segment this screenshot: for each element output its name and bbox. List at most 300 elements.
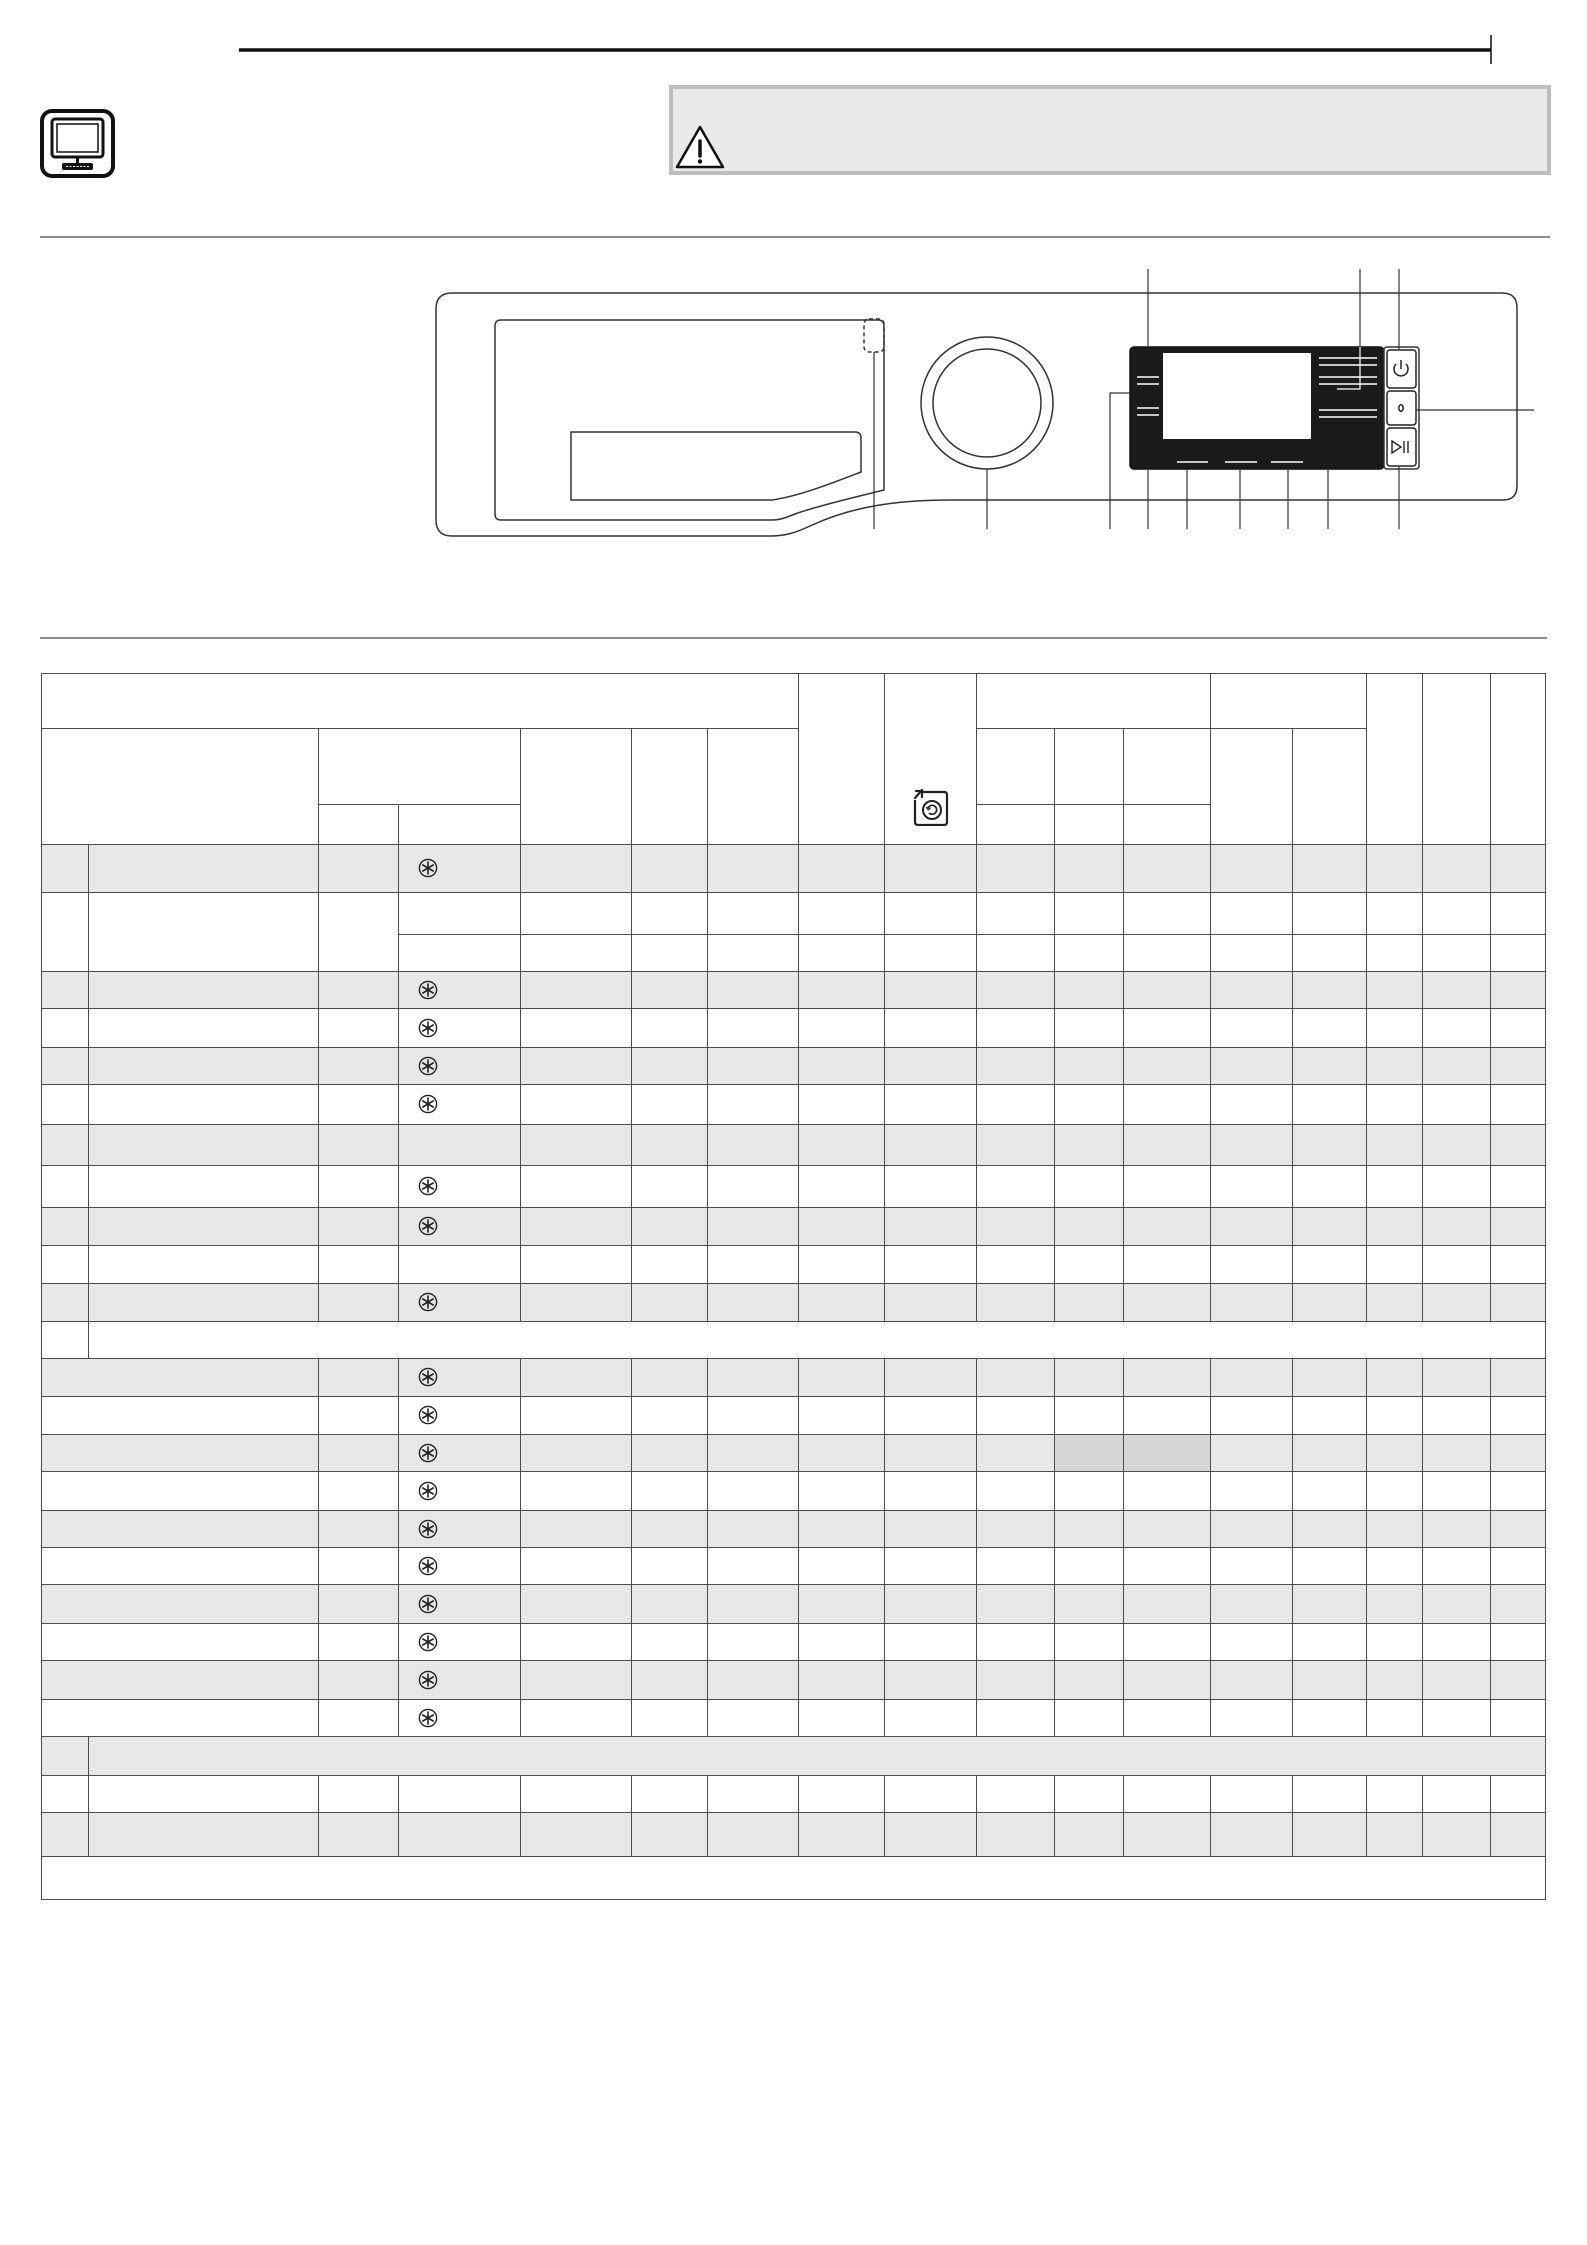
snowflake-icon — [418, 1708, 438, 1728]
display-screen — [1163, 353, 1311, 439]
table-cell — [319, 1124, 399, 1165]
table-cell — [977, 1623, 1055, 1660]
table-header-row — [42, 728, 1546, 804]
table-cell — [632, 1396, 708, 1434]
table-cell — [1124, 1510, 1211, 1547]
table-cell — [885, 1660, 977, 1699]
table-cell — [319, 1472, 399, 1511]
table-cell — [799, 934, 885, 971]
table-cell — [1124, 1124, 1211, 1165]
column-subheader — [977, 804, 1055, 844]
table-cell — [1293, 1246, 1367, 1284]
table-cell — [1124, 1084, 1211, 1124]
table-cell — [1423, 1246, 1491, 1284]
table-cell — [632, 1165, 708, 1207]
table-cell — [708, 1584, 799, 1623]
table-row — [42, 971, 1546, 1008]
table-cell — [977, 934, 1055, 971]
table-cell — [1293, 1699, 1367, 1736]
table-cell — [799, 1812, 885, 1856]
table-cell — [1423, 934, 1491, 971]
table-cell — [885, 1165, 977, 1207]
table-cell — [1211, 1510, 1293, 1547]
table-cell — [1367, 1124, 1423, 1165]
table-cell — [1423, 1124, 1491, 1165]
table-cell — [1491, 1283, 1546, 1321]
table-cell — [1293, 1472, 1367, 1511]
programme-name-cell — [42, 1584, 319, 1623]
table-cell — [1211, 1584, 1293, 1623]
table-cell — [520, 1207, 632, 1246]
table-cell — [1491, 1124, 1546, 1165]
table-cell — [1491, 1207, 1546, 1246]
table-cell — [708, 1008, 799, 1047]
table-cell — [632, 1660, 708, 1699]
table-row — [42, 1584, 1546, 1623]
table-cell — [1293, 934, 1367, 971]
table-cell — [1124, 1008, 1211, 1047]
table-cell — [632, 1775, 708, 1812]
warning-box — [671, 87, 1549, 173]
table-cell — [1211, 1124, 1293, 1165]
programme-name-cell — [89, 1008, 319, 1047]
table-cell — [885, 934, 977, 971]
table-cell — [632, 1246, 708, 1284]
table-cell — [799, 1359, 885, 1397]
table-cell — [708, 1775, 799, 1812]
table-cell — [708, 844, 799, 892]
table-cell — [977, 1165, 1055, 1207]
programme-number-cell — [42, 1047, 89, 1084]
table-cell — [799, 1472, 885, 1511]
table-cell — [1211, 1084, 1293, 1124]
programme-group-header — [42, 674, 799, 729]
table-cell — [799, 1775, 885, 1812]
column-subheader — [1055, 804, 1124, 844]
table-cell — [1367, 1547, 1423, 1584]
temperature-cell — [399, 934, 521, 971]
table-cell — [632, 1008, 708, 1047]
table-cell — [1367, 1623, 1423, 1660]
table-cell — [1367, 1775, 1423, 1812]
table-cell — [1211, 1434, 1293, 1472]
table-cell — [799, 1510, 885, 1547]
table-cell — [632, 1084, 708, 1124]
table-cell — [799, 1396, 885, 1434]
temperature-cell — [399, 1283, 521, 1321]
table-cell — [708, 1246, 799, 1284]
table-cell — [1367, 1084, 1423, 1124]
table-cell — [708, 1359, 799, 1397]
table-row — [42, 1359, 1546, 1397]
snowflake-icon — [418, 1018, 438, 1038]
table-cell — [1367, 1510, 1423, 1547]
table-row — [42, 1008, 1546, 1047]
table-cell — [1055, 844, 1124, 892]
table-cell — [885, 1623, 977, 1660]
table-cell — [1055, 1396, 1124, 1434]
table-cell — [1293, 1510, 1367, 1547]
table-row — [42, 1472, 1546, 1511]
table-cell — [1423, 1660, 1491, 1699]
table-cell — [1055, 1584, 1124, 1623]
table-cell — [1491, 1047, 1546, 1084]
table-cell — [1211, 1246, 1293, 1284]
table-cell — [632, 1547, 708, 1584]
table-cell — [1055, 1047, 1124, 1084]
table-cell — [1293, 971, 1367, 1008]
table-cell — [1367, 844, 1423, 892]
table-cell — [520, 1584, 632, 1623]
table-cell — [319, 1396, 399, 1434]
programme-number-cell — [42, 1165, 89, 1207]
table-cell — [708, 1165, 799, 1207]
temperature-cell — [399, 1165, 521, 1207]
table-cell — [1055, 934, 1124, 971]
table-cell — [1423, 1547, 1491, 1584]
control-panel-drawing — [436, 269, 1534, 536]
column-header — [708, 728, 799, 844]
table-cell — [1423, 1008, 1491, 1047]
table-cell — [632, 1434, 708, 1472]
table-cell — [885, 1359, 977, 1397]
temperature-cell — [399, 1207, 521, 1246]
table-cell — [319, 1699, 399, 1736]
table-header-row — [42, 674, 1546, 729]
table-cell — [1055, 1246, 1124, 1284]
column-header — [1367, 674, 1423, 845]
column-header — [799, 674, 885, 845]
table-cell — [1491, 971, 1546, 1008]
table-cell — [885, 1775, 977, 1812]
table-cell — [799, 844, 885, 892]
programme-number-cell — [42, 1812, 89, 1856]
programme-number-cell — [42, 1008, 89, 1047]
table-cell — [1211, 1812, 1293, 1856]
temperature-cell — [399, 844, 521, 892]
table-cell — [1423, 1812, 1491, 1856]
table-cell — [1124, 1547, 1211, 1584]
table-cell — [1211, 892, 1293, 934]
table-cell — [1055, 1165, 1124, 1207]
table-cell — [1293, 1008, 1367, 1047]
indicator-button — [1387, 391, 1416, 425]
table-cell — [1124, 1246, 1211, 1284]
table-cell — [520, 971, 632, 1008]
temperature-cell — [399, 1124, 521, 1165]
programme-name-cell — [89, 1207, 319, 1246]
table-cell — [1491, 1812, 1546, 1856]
table-row — [42, 1084, 1546, 1124]
drum-clean-icon — [913, 786, 949, 826]
table-cell — [1124, 892, 1211, 934]
table-row — [42, 1623, 1546, 1660]
table-cell — [520, 1124, 632, 1165]
table-cell — [1055, 1008, 1124, 1047]
table-cell — [520, 1434, 632, 1472]
column-header — [885, 674, 977, 845]
table-cell — [799, 1008, 885, 1047]
table-cell — [977, 1246, 1055, 1284]
table-cell — [799, 1084, 885, 1124]
programme-rows — [42, 844, 1546, 1899]
table-cell — [1211, 1207, 1293, 1246]
table-cell — [977, 1359, 1055, 1397]
table-cell — [799, 971, 885, 1008]
table-cell — [708, 1547, 799, 1584]
table-row — [42, 1047, 1546, 1084]
table-cell — [977, 1660, 1055, 1699]
table-cell — [1124, 1584, 1211, 1623]
table-cell — [799, 1246, 885, 1284]
table-cell — [1211, 1165, 1293, 1207]
temperature-cell — [399, 1008, 521, 1047]
table-cell — [520, 934, 632, 971]
table-row — [42, 1434, 1546, 1472]
table-cell — [319, 1008, 399, 1047]
table-cell — [1367, 1396, 1423, 1434]
table-cell — [1124, 1165, 1211, 1207]
table-cell — [799, 1623, 885, 1660]
table-cell — [1055, 1623, 1124, 1660]
table-cell — [708, 892, 799, 934]
table-cell — [1491, 1623, 1546, 1660]
table-cell — [708, 1472, 799, 1511]
table-cell — [1124, 1699, 1211, 1736]
temperature-cell — [399, 1623, 521, 1660]
table-cell — [1211, 934, 1293, 971]
table-cell — [319, 1623, 399, 1660]
section-heading-cell — [89, 1736, 1546, 1775]
table-cell — [977, 1047, 1055, 1084]
programme-number-cell — [42, 1084, 89, 1124]
table-cell — [1211, 1008, 1293, 1047]
temperature-cell — [399, 1396, 521, 1434]
temperature-cell — [399, 1246, 521, 1284]
table-row — [42, 892, 1546, 934]
programme-name-cell — [89, 971, 319, 1008]
table-cell — [1124, 1434, 1211, 1472]
page-graphics — [0, 0, 1587, 660]
table-cell — [1423, 1359, 1491, 1397]
table-cell — [632, 1472, 708, 1511]
table-cell — [1367, 1246, 1423, 1284]
table-cell — [885, 1396, 977, 1434]
table-cell — [319, 1547, 399, 1584]
table-cell — [799, 1434, 885, 1472]
table-cell — [1124, 971, 1211, 1008]
table-cell — [708, 1283, 799, 1321]
table-cell — [1423, 1510, 1491, 1547]
snowflake-icon — [418, 1556, 438, 1576]
table-cell — [1367, 934, 1423, 971]
table-cell — [977, 1434, 1055, 1472]
table-cell — [799, 892, 885, 934]
table-cell — [708, 1207, 799, 1246]
table-cell — [319, 1246, 399, 1284]
table-cell — [1423, 1699, 1491, 1736]
table-cell — [708, 1510, 799, 1547]
table-cell — [1423, 1165, 1491, 1207]
programme-name-cell — [89, 1165, 319, 1207]
table-cell — [1055, 1775, 1124, 1812]
table-cell — [1293, 892, 1367, 934]
table-cell — [1293, 844, 1367, 892]
table-cell — [1423, 1283, 1491, 1321]
table-cell — [632, 1812, 708, 1856]
column-header — [1423, 674, 1491, 845]
table-row — [42, 1856, 1546, 1899]
column-header — [1491, 674, 1546, 845]
table-cell — [977, 1472, 1055, 1511]
table-row — [42, 1283, 1546, 1321]
snowflake-icon — [418, 1594, 438, 1614]
table-cell — [632, 1047, 708, 1084]
table-cell — [632, 971, 708, 1008]
table-cell — [632, 934, 708, 971]
table-cell — [1423, 971, 1491, 1008]
table-cell — [977, 1207, 1055, 1246]
table-cell — [708, 1812, 799, 1856]
programme-dial — [921, 337, 1053, 469]
table-cell — [977, 1584, 1055, 1623]
table-cell — [799, 1699, 885, 1736]
table-row — [42, 1165, 1546, 1207]
table-cell — [1211, 1396, 1293, 1434]
table-row — [42, 1736, 1546, 1775]
temperature-cell — [399, 1510, 521, 1547]
table-cell — [977, 1812, 1055, 1856]
table-cell — [977, 1124, 1055, 1165]
programme-number-cell — [42, 1246, 89, 1284]
table-cell — [520, 892, 632, 934]
programme-name-cell — [42, 1396, 319, 1434]
table-cell — [1211, 1660, 1293, 1699]
table-row — [42, 1246, 1546, 1284]
table-cell — [1423, 1396, 1491, 1434]
temperature-cell — [399, 1547, 521, 1584]
table-cell — [885, 1547, 977, 1584]
programme-number-cell — [42, 1321, 89, 1359]
table-cell — [1423, 1207, 1491, 1246]
table-cell — [1211, 1775, 1293, 1812]
programme-name-cell — [42, 1359, 319, 1397]
table-cell — [1367, 1699, 1423, 1736]
table-cell — [1367, 1584, 1423, 1623]
table-cell — [1055, 971, 1124, 1008]
table-cell — [632, 1359, 708, 1397]
monitor-icon — [42, 111, 113, 176]
column-group-header — [977, 674, 1211, 729]
table-cell — [632, 1283, 708, 1321]
table-cell — [1491, 844, 1546, 892]
table-cell — [1367, 1434, 1423, 1472]
table-cell — [1491, 1008, 1546, 1047]
table-cell — [977, 1547, 1055, 1584]
table-cell — [1491, 892, 1546, 934]
table-cell — [632, 892, 708, 934]
temperature-cell — [399, 1775, 521, 1812]
snowflake-icon — [418, 980, 438, 1000]
programme-name-cell — [89, 892, 319, 971]
table-cell — [520, 1008, 632, 1047]
column-header — [1124, 728, 1211, 804]
table-cell — [885, 971, 977, 1008]
temperature-cell — [399, 1660, 521, 1699]
table-cell — [799, 1584, 885, 1623]
table-cell — [1423, 1047, 1491, 1084]
table-footnote-cell — [42, 1856, 1546, 1899]
table-cell — [1367, 1207, 1423, 1246]
detergent-drawer — [495, 320, 884, 520]
table-cell — [1491, 1359, 1546, 1397]
column-group-header — [319, 728, 521, 804]
table-cell — [319, 1207, 399, 1246]
table-cell — [1491, 934, 1546, 971]
programme-name-cell — [42, 1472, 319, 1511]
table-cell — [319, 1584, 399, 1623]
table-cell — [520, 1699, 632, 1736]
table-row — [42, 844, 1546, 892]
table-row — [42, 1510, 1546, 1547]
table-cell — [319, 1084, 399, 1124]
table-cell — [1293, 1396, 1367, 1434]
programme-name-cell — [42, 1660, 319, 1699]
table-cell — [520, 1396, 632, 1434]
table-cell — [1211, 1547, 1293, 1584]
table-cell — [885, 1812, 977, 1856]
snowflake-icon — [418, 1367, 438, 1387]
table-cell — [1293, 1283, 1367, 1321]
snowflake-icon — [418, 1519, 438, 1539]
table-cell — [1055, 1283, 1124, 1321]
table-cell — [977, 844, 1055, 892]
table-cell — [520, 1812, 632, 1856]
table-cell — [977, 1396, 1055, 1434]
temperature-cell — [399, 1584, 521, 1623]
table-cell — [885, 1124, 977, 1165]
table-cell — [1055, 1359, 1124, 1397]
table-cell — [520, 1047, 632, 1084]
table-cell — [632, 1623, 708, 1660]
table-cell — [885, 892, 977, 934]
table-cell — [799, 1207, 885, 1246]
snowflake-icon — [418, 1056, 438, 1076]
table-cell — [1367, 1165, 1423, 1207]
table-cell — [1491, 1775, 1546, 1812]
column-subheader — [319, 804, 399, 844]
programme-name-cell — [42, 1623, 319, 1660]
snowflake-icon — [418, 1292, 438, 1312]
programme-dial-knob — [933, 349, 1041, 457]
snowflake-icon — [418, 1216, 438, 1236]
column-header — [632, 728, 708, 844]
table-cell — [520, 1547, 632, 1584]
table-cell — [1367, 1008, 1423, 1047]
table-cell — [319, 1775, 399, 1812]
programme-name-cell — [89, 1812, 319, 1856]
table-cell — [520, 1510, 632, 1547]
table-cell — [977, 971, 1055, 1008]
table-row — [42, 1660, 1546, 1699]
temperature-cell — [399, 1699, 521, 1736]
programme-number-cell — [42, 1775, 89, 1812]
table-cell — [1491, 1660, 1546, 1699]
table-row — [42, 1812, 1546, 1856]
table-cell — [1124, 1812, 1211, 1856]
table-cell — [1211, 1623, 1293, 1660]
table-cell — [885, 1084, 977, 1124]
